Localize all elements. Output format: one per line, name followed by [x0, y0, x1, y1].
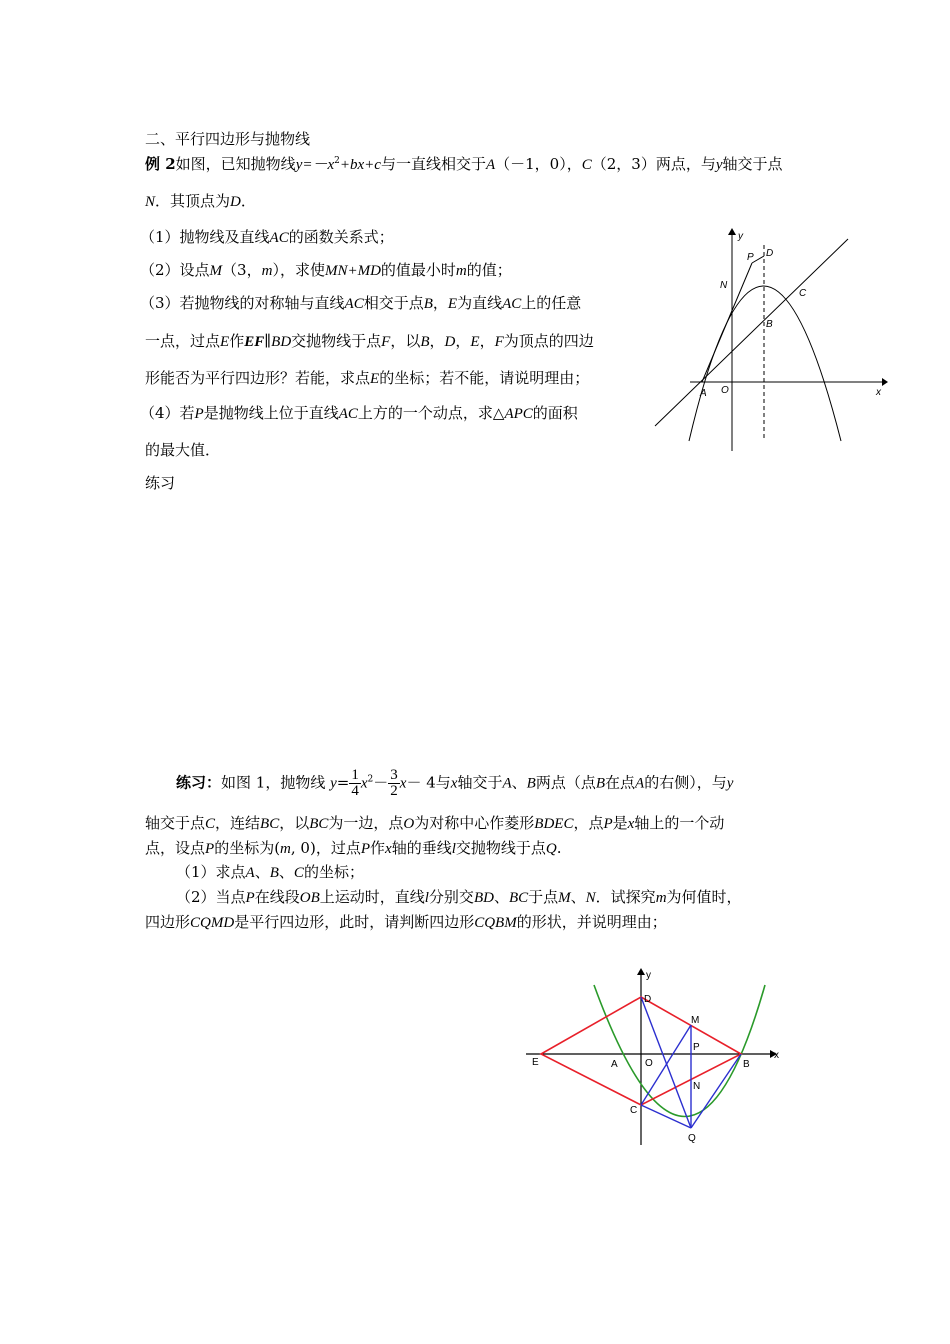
fraction-one-quarter: $\frac{1}{4}$: [351, 767, 359, 799]
label-y: y: [646, 970, 651, 981]
label-A: A: [700, 388, 707, 399]
label-D: D: [766, 248, 774, 259]
label-P: P: [747, 252, 754, 263]
label-E: E: [532, 1057, 539, 1068]
question-4-line1: （4）若P是抛物线上位于直线AC上方的一个动点，求△APC的面积: [140, 404, 578, 422]
question-3-line3: 形能否为平行四边形？若能，求点E的坐标；若不能，请说明理由；: [145, 369, 590, 387]
figure-1-parabola-diagram: [650, 225, 890, 455]
label-C: C: [630, 1105, 638, 1116]
example-statement-line1: 例 2如图，已知抛物线$y=-x^2+bx+c$与一直线相交于A（－1，0），C（2，3）两点，与y轴交于点: [145, 155, 783, 173]
question-3-line2: 一点，过点E作EF∥BD交抛物线于点F，以B，D，E，F为顶点的四边: [145, 332, 594, 350]
practice-line1: 练习：如图 1，抛物线 y= $\frac{1}{4}$ $x^2-$ $\frac{3}{2}$ x－ 4与x轴交于A、B两点（点B在点A的右侧），与y: [176, 767, 734, 799]
label-x: x: [774, 1050, 779, 1061]
segment-p-d: [752, 256, 764, 263]
label-M: M: [691, 1015, 700, 1026]
label-C: C: [799, 288, 807, 299]
question-4-line2: 的最大值．: [145, 441, 221, 459]
practice-heading: 练习: [145, 474, 176, 492]
practice-question-2-line2: 四边形CQMD是平行四边形，此时，请判断四边形CQBM的形状，并说明理由；: [145, 913, 667, 931]
y-axis-arrow: [728, 228, 736, 235]
question-2: （2）设点M（3，m），求使MN+MD的值最小时m的值；: [140, 261, 512, 279]
label-B: B: [766, 319, 773, 330]
label-N: N: [693, 1081, 701, 1092]
example-statement-line2: N．其顶点为D．: [145, 192, 256, 210]
question-1: （1）抛物线及直线AC的函数关系式；: [140, 228, 394, 246]
x-axis-arrow: [882, 378, 888, 386]
label-D: D: [644, 994, 652, 1005]
label-x: x: [876, 387, 881, 398]
figure-2-rhombus-parabola-diagram: [520, 965, 795, 1150]
y-axis-arrow: [637, 968, 645, 975]
label-O: O: [645, 1058, 653, 1069]
practice-question-1: （1）求点A、B、C的坐标；: [176, 863, 364, 881]
practice-line3: 点，设点P的坐标为(m, 0)，过点P作x轴的垂线l交抛物线于点Q.: [145, 839, 562, 857]
label-Q: Q: [688, 1133, 696, 1144]
label-O: O: [721, 385, 729, 396]
label-y: y: [738, 231, 743, 242]
practice-line2: 轴交于点C，连结BC，以BC为一边，点O为对称中心作菱形BDEC，点P是x轴上的一个动: [145, 814, 725, 832]
label-A: A: [611, 1059, 618, 1070]
label-B: B: [743, 1059, 750, 1070]
section-title: 二、平行四边形与抛物线: [145, 130, 311, 148]
example-label: 例 2: [145, 155, 176, 173]
practice-question-2-line1: （2）当点P在线段OB上运动时，直线l分别交BD、BC于点M、N．试探究m为何值时，: [176, 888, 742, 906]
label-P: P: [693, 1042, 700, 1053]
label-N: N: [720, 280, 728, 291]
parabola-curve: [689, 286, 841, 441]
fraction-three-halves: $\frac{3}{2}$: [390, 767, 398, 799]
line-ac: [655, 239, 848, 426]
question-3-line1: （3）若抛物线的对称轴与直线AC相交于点B，E为直线AC上的任意: [140, 294, 582, 312]
